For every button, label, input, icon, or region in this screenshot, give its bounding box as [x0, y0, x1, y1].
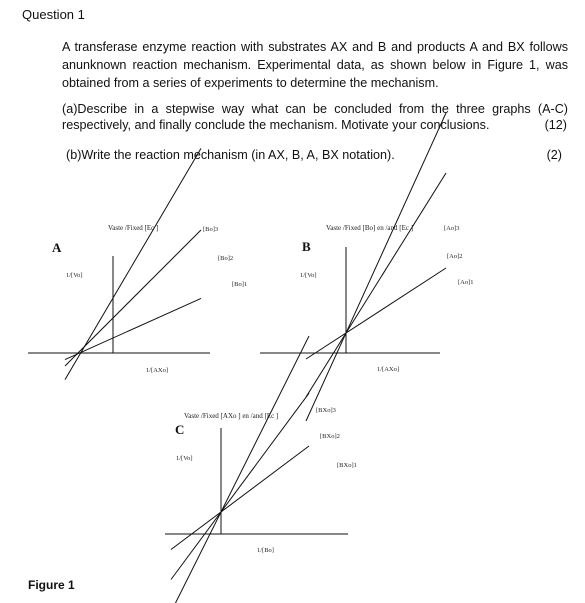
- question-heading: Question 1: [22, 7, 85, 22]
- graph-c-series-label-1: [BXo]3: [316, 407, 336, 414]
- part-a-marks: (12): [544, 118, 567, 132]
- graph-c-line-1: [171, 336, 309, 603]
- part-b-text: (b)Write the reaction mechanism (in AX, B, A, BX notation).: [66, 148, 395, 162]
- graph-a-series-label-3: [Bo]1: [232, 281, 248, 288]
- figure-caption: Figure 1: [28, 578, 75, 592]
- graph-b-panel-label: B: [302, 239, 311, 254]
- graph-a-panel-label: A: [52, 240, 62, 255]
- graph-c-y-label: 1/[Vo]: [176, 455, 193, 462]
- graph-a: [28, 148, 247, 379]
- graph-a-y-label: 1/[Vo]: [66, 272, 83, 279]
- graph-b: [260, 113, 474, 421]
- graph-a-header: Vaste /Fixed [Ec ]: [108, 224, 159, 232]
- graph-c: [165, 336, 357, 603]
- graph-b-series-label-3: [Ao]1: [458, 279, 474, 286]
- graph-c-panel-label: C: [175, 422, 185, 437]
- graph-c-line-2: [171, 393, 309, 579]
- graph-c-series-label-3: [BXo]1: [337, 462, 357, 469]
- graph-b-line-2: [306, 173, 446, 397]
- question-intro: A transferase enzyme reaction with substrates AX and B and products A and BX follows anunknown reaction mechanism. Experimental data, as shown below in Figure 1, was obtained from a series of experiments to determine the mechanism.: [62, 40, 568, 90]
- part-b-marks: (2): [546, 148, 562, 162]
- graph-c-series-label-2: [BXo]2: [320, 433, 340, 440]
- graph-b-line-3: [306, 268, 446, 359]
- graph-a-line-2: [65, 230, 201, 366]
- graph-b-header: Vaste /Fixed [Bo] en /and [Ec ]: [326, 224, 414, 232]
- graph-b-y-label: 1/[Vo]: [300, 272, 317, 279]
- graph-b-series-label-2: [Ao]2: [447, 253, 463, 260]
- graph-a-x-label: 1/[AXo]: [146, 367, 169, 374]
- graph-c-x-label: 1/[Bo]: [257, 547, 274, 554]
- graph-a-series-label-2: [Bo]2: [218, 255, 234, 262]
- graph-b-x-label: 1/[AXo]: [377, 366, 400, 373]
- part-a-text: (a)Describe in a stepwise way what can be concluded from the three graphs (A-C) respectively, and finally conclude the mechanism. Motivate your conclusions.: [62, 102, 568, 132]
- graph-b-series-label-1: [Ao]3: [444, 225, 460, 232]
- graph-a-series-label-1: [Bo]3: [203, 226, 219, 233]
- graph-a-line-3: [65, 298, 201, 359]
- graph-c-header: Vaste /Fixed [AXo ] en /and [Ec ]: [184, 412, 279, 420]
- graph-b-line-1: [306, 113, 446, 421]
